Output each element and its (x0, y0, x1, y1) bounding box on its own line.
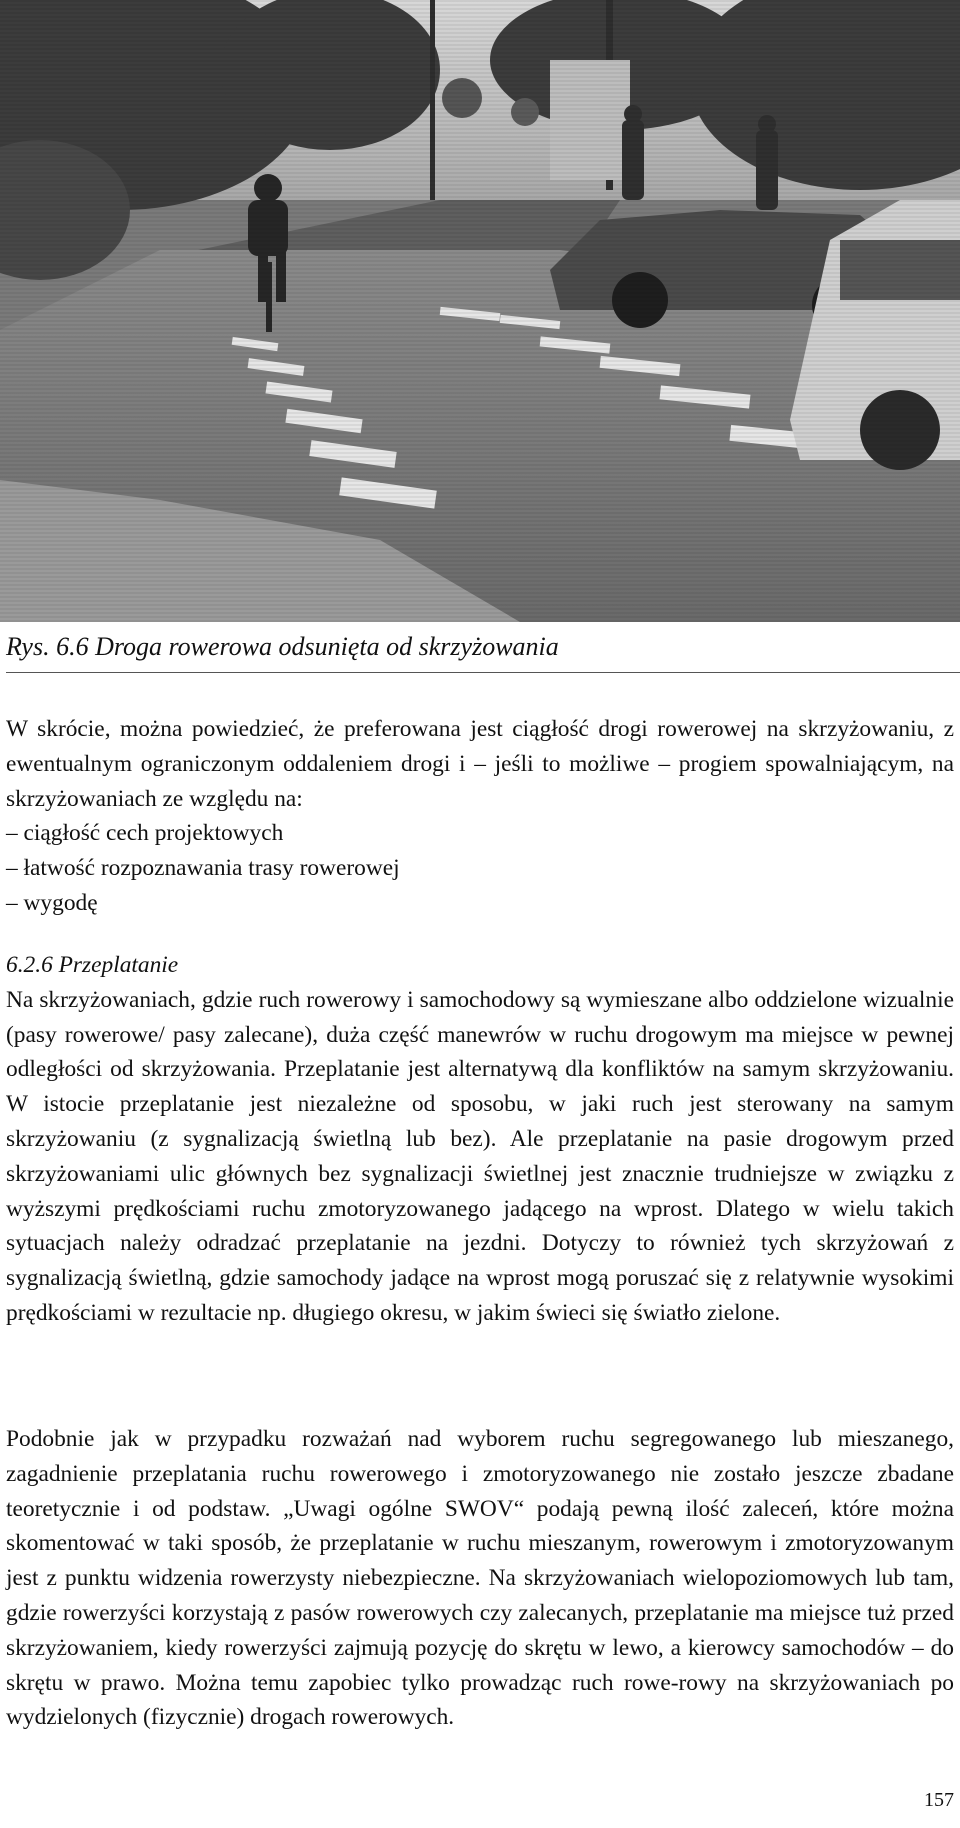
figure-caption: Rys. 6.6 Droga rowerowa odsunięta od skrzyżowania (6, 632, 559, 661)
intro-paragraph: W skrócie, można powiedzieć, że preferowana jest ciągłość drogi rowerowej na skrzyżowaniu, z ewentualnym ograniczonym oddaleniem drogi i – jeśli to możliwe – progiem spowalniającym, na skrzyżowaniach ze względu na: (6, 716, 954, 812)
section-paragraph-2: Podobnie jak w przypadku rozważań nad wyborem ruchu segregowanego lub mieszanego, zagadnienie przeplatania ruchu rowerowego i zmotoryzowanego nie zostało jeszcze zbadane teoretycznie i od podstaw. „Uwagi ogólne SWOV“ podają pewną ilość zaleceń, które można skomentować w taki sposób, że przeplatanie w ruchu mieszanym, rowerowym i zmotoryzowanym jest z punktu widzenia rowerzysty niebezpieczne. Na skrzyżowaniach wielopoziomowych lub tam, gdzie rowerzyści korzystają z pasów rowerowych czy zalecanych, przeplatanie ma miejsce tuż przed skrzyżowaniem, kiedy rowerzyści zajmują pozycję do skrętu w lewo, a kierowcy samochodów – do skrętu w prawo. Można temu zapobiec tylko prowadząc ruch rowe-rowy na skrzyżowaniach po wydzielonych (fizycznie) drogach rowerowych. (6, 1426, 954, 1731)
list-item: – ciągłość cech projektowych (6, 820, 284, 847)
section-paragraph-1: Na skrzyżowaniach, gdzie ruch rowerowy i samochodowy są wymieszane albo oddzielone wizualnie (pasy rowerowe/ pasy zalecane), duża część manewrów w ruchu drogowym ma miejsce w pewnej odległości od skrzyżowania. Przeplatanie jest alternatywą dla konfliktów na samym skrzyżowaniu. W istocie przeplatanie jest niezależne od sposobu, w jaki ruch jest sterowany na samym skrzyżowaniu (z sygnalizacją świetlną lub bez). Ale przeplatanie na pasie drogowym przed skrzyżowaniami ulic głównych bez sygnalizacji świetlnej jest znacznie trudniejsze w związku z wyższymi prędkościami ruchu zmotoryzowanego jadącego na wprost. Dlatego w wielu takich sytuacjach należy odradzać przeplatanie na jezdni. Dotyczy to również tych skrzyżowań z sygnalizacją świetlną, gdzie samochody jadące na wprost mogą poruszać się z relatywnie wysokimi prędkościami w rezultacie np. długiego okresu, w jakim świeci się światło zielone. (6, 986, 954, 1326)
section-paragraph-2-block (6, 1422, 954, 1735)
list-item: – łatwość rozpoznawania trasy rowerowej (6, 855, 400, 882)
intro-block (6, 712, 954, 921)
page-number: 157 (924, 1789, 954, 1811)
section-heading: 6.2.6 Przeplatanie (6, 952, 179, 978)
figure-photo (0, 0, 960, 622)
list-item: – wygodę (6, 889, 98, 916)
section-block (6, 948, 954, 1331)
caption-divider (6, 672, 960, 673)
